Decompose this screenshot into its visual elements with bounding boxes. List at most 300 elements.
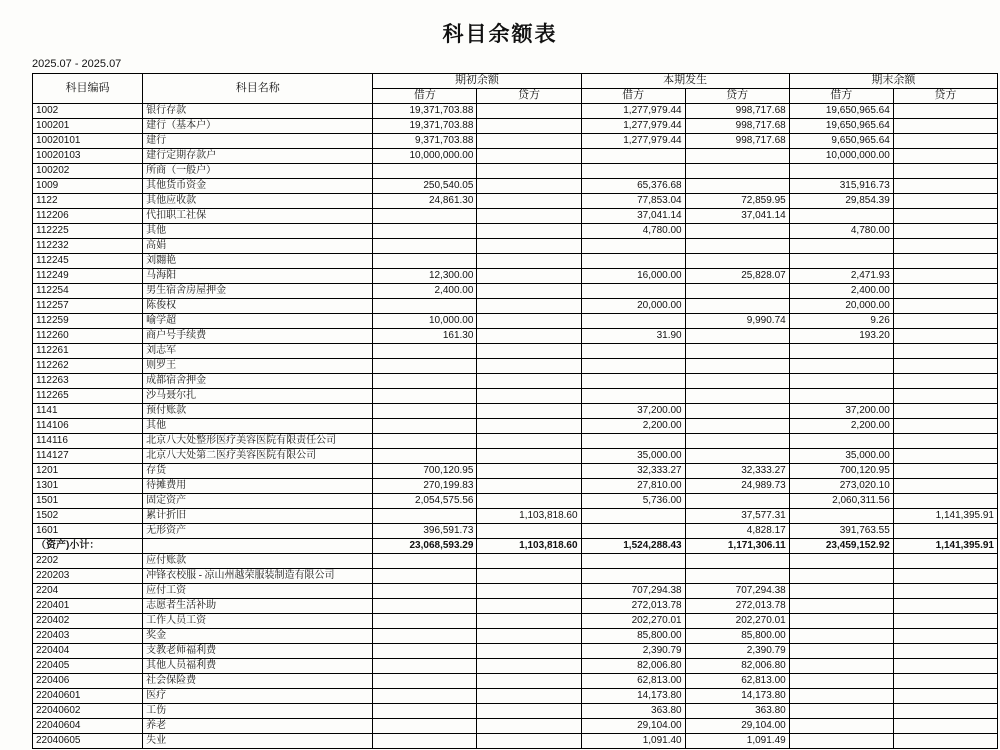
cell-ending-debit — [789, 569, 893, 584]
cell-ending-debit — [789, 659, 893, 674]
cell-account-code: 1301 — [33, 479, 143, 494]
cell-current-credit — [685, 449, 789, 464]
table-row — [33, 374, 998, 389]
cell-ending-debit — [789, 599, 893, 614]
cell-ending-debit: 2,471.93 — [789, 269, 893, 284]
cell-current-debit: 1,277,979.44 — [581, 104, 685, 119]
table-row — [33, 689, 998, 704]
report-period: 2025.07 - 2025.07 — [32, 58, 122, 70]
cell-current-debit: 37,041.14 — [581, 209, 685, 224]
cell-account-name: 马海阳 — [143, 269, 373, 284]
header-ending-debit: 借方 — [789, 89, 893, 104]
cell-opening-debit: 19,371,703.88 — [373, 104, 477, 119]
cell-current-credit: 85,800.00 — [685, 629, 789, 644]
cell-account-code: 10020101 — [33, 134, 143, 149]
cell-account-name: 北京八大处第二医疗美容医院有限公司 — [143, 449, 373, 464]
cell-opening-debit — [373, 734, 477, 749]
cell-account-code: 220402 — [33, 614, 143, 629]
table-row — [33, 644, 998, 659]
table-row — [33, 449, 998, 464]
table-row — [33, 134, 998, 149]
cell-ending-credit — [893, 419, 997, 434]
cell-opening-credit — [477, 284, 581, 299]
cell-ending-debit: 9,650,965.64 — [789, 134, 893, 149]
table-row — [33, 179, 998, 194]
table-body — [33, 104, 998, 749]
cell-current-credit: 32,333.27 — [685, 464, 789, 479]
cell-account-code: 100201 — [33, 119, 143, 134]
cell-account-name: 北京八大处整形医疗美容医院有限责任公司 — [143, 434, 373, 449]
cell-ending-debit: 35,000.00 — [789, 449, 893, 464]
cell-opening-credit — [477, 569, 581, 584]
cell-opening-credit — [477, 704, 581, 719]
cell-ending-credit — [893, 329, 997, 344]
cell-opening-credit — [477, 494, 581, 509]
header-current-credit: 贷方 — [685, 89, 789, 104]
cell-ending-credit — [893, 374, 997, 389]
cell-account-name: 成都宿舍押金 — [143, 374, 373, 389]
cell-current-credit — [685, 569, 789, 584]
cell-opening-credit — [477, 479, 581, 494]
cell-ending-credit — [893, 569, 997, 584]
cell-current-credit: 37,577.31 — [685, 509, 789, 524]
cell-opening-credit — [477, 314, 581, 329]
cell-account-name: 应付工资 — [143, 584, 373, 599]
cell-opening-debit — [373, 614, 477, 629]
cell-opening-debit — [373, 449, 477, 464]
cell-current-credit: 998,717.68 — [685, 104, 789, 119]
table-row — [33, 284, 998, 299]
cell-ending-debit — [789, 644, 893, 659]
cell-ending-credit — [893, 149, 997, 164]
cell-account-name: 商户号手续费 — [143, 329, 373, 344]
cell-opening-debit: 270,199.83 — [373, 479, 477, 494]
table-row — [33, 554, 998, 569]
cell-opening-credit — [477, 674, 581, 689]
cell-ending-credit — [893, 704, 997, 719]
cell-current-debit: 27,810.00 — [581, 479, 685, 494]
cell-ending-credit — [893, 119, 997, 134]
cell-current-credit: 14,173.80 — [685, 689, 789, 704]
cell-account-name: 支教老师福利费 — [143, 644, 373, 659]
table-row — [33, 329, 998, 344]
cell-ending-debit — [789, 164, 893, 179]
cell-account-code: 112225 — [33, 224, 143, 239]
cell-current-debit: 82,006.80 — [581, 659, 685, 674]
cell-current-credit: 363.80 — [685, 704, 789, 719]
cell-opening-credit — [477, 719, 581, 734]
cell-account-code: 112206 — [33, 209, 143, 224]
cell-opening-credit — [477, 404, 581, 419]
cell-current-debit: 20,000.00 — [581, 299, 685, 314]
cell-current-credit — [685, 554, 789, 569]
cell-account-code: 114106 — [33, 419, 143, 434]
cell-opening-credit — [477, 524, 581, 539]
cell-ending-debit: 23,459,152.92 — [789, 539, 893, 554]
cell-opening-debit — [373, 344, 477, 359]
cell-ending-debit: 193.20 — [789, 329, 893, 344]
header-ending-balance: 期末余额 — [789, 74, 997, 89]
cell-opening-credit — [477, 659, 581, 674]
cell-account-name: 其他 — [143, 224, 373, 239]
cell-opening-credit: 1,103,818.60 — [477, 539, 581, 554]
table-row — [33, 569, 998, 584]
cell-current-debit: 14,173.80 — [581, 689, 685, 704]
cell-account-name: 喻学超 — [143, 314, 373, 329]
cell-ending-credit — [893, 284, 997, 299]
cell-account-code: 1009 — [33, 179, 143, 194]
cell-current-debit — [581, 359, 685, 374]
cell-account-code: 112263 — [33, 374, 143, 389]
cell-account-code: 220404 — [33, 644, 143, 659]
cell-opening-debit — [373, 299, 477, 314]
header-name: 科目名称 — [143, 74, 373, 104]
cell-opening-credit — [477, 464, 581, 479]
cell-ending-credit — [893, 659, 997, 674]
cell-current-debit — [581, 389, 685, 404]
cell-opening-credit — [477, 299, 581, 314]
table-row — [33, 539, 998, 554]
cell-opening-debit — [373, 644, 477, 659]
cell-opening-debit — [373, 434, 477, 449]
cell-opening-credit — [477, 164, 581, 179]
cell-opening-credit — [477, 104, 581, 119]
cell-current-credit: 37,041.14 — [685, 209, 789, 224]
cell-ending-credit — [893, 584, 997, 599]
cell-current-credit — [685, 329, 789, 344]
cell-opening-debit — [373, 629, 477, 644]
cell-current-credit — [685, 284, 789, 299]
cell-account-code: 100202 — [33, 164, 143, 179]
cell-current-credit: 72,859.95 — [685, 194, 789, 209]
cell-current-credit: 202,270.01 — [685, 614, 789, 629]
cell-opening-debit — [373, 419, 477, 434]
table-row — [33, 584, 998, 599]
cell-current-debit — [581, 149, 685, 164]
cell-opening-debit: 19,371,703.88 — [373, 119, 477, 134]
cell-current-credit: 4,828.17 — [685, 524, 789, 539]
cell-account-name: 存货 — [143, 464, 373, 479]
cell-opening-debit — [373, 704, 477, 719]
header-current-period: 本期发生 — [581, 74, 789, 89]
cell-ending-credit — [893, 599, 997, 614]
cell-ending-debit — [789, 734, 893, 749]
cell-ending-credit — [893, 524, 997, 539]
cell-current-debit: 65,376.68 — [581, 179, 685, 194]
cell-ending-debit — [789, 674, 893, 689]
cell-account-code: 1502 — [33, 509, 143, 524]
cell-ending-debit — [789, 509, 893, 524]
header-code: 科目编码 — [33, 74, 143, 104]
cell-account-name: 银行存款 — [143, 104, 373, 119]
cell-opening-credit — [477, 254, 581, 269]
cell-ending-debit — [789, 584, 893, 599]
cell-current-debit: 16,000.00 — [581, 269, 685, 284]
table-row — [33, 344, 998, 359]
cell-account-name: 累计折旧 — [143, 509, 373, 524]
cell-account-code: 112249 — [33, 269, 143, 284]
cell-ending-credit — [893, 314, 997, 329]
cell-account-code: 112262 — [33, 359, 143, 374]
cell-account-code: 220405 — [33, 659, 143, 674]
cell-opening-credit — [477, 179, 581, 194]
cell-ending-credit — [893, 359, 997, 374]
cell-current-debit: 32,333.27 — [581, 464, 685, 479]
cell-ending-debit — [789, 359, 893, 374]
cell-account-name: 沙马聂尔扎 — [143, 389, 373, 404]
cell-current-debit: 1,091.40 — [581, 734, 685, 749]
table-row — [33, 434, 998, 449]
cell-current-debit: 29,104.00 — [581, 719, 685, 734]
cell-account-name: 应付账款 — [143, 554, 373, 569]
cell-current-debit — [581, 569, 685, 584]
cell-current-debit: 1,277,979.44 — [581, 119, 685, 134]
table-row — [33, 524, 998, 539]
table-row — [33, 224, 998, 239]
cell-opening-debit — [373, 554, 477, 569]
cell-account-name: 其他人员福利费 — [143, 659, 373, 674]
cell-opening-credit — [477, 194, 581, 209]
cell-opening-debit: 396,591.73 — [373, 524, 477, 539]
cell-account-code: 112261 — [33, 344, 143, 359]
table-row — [33, 314, 998, 329]
table-row — [33, 164, 998, 179]
cell-ending-debit: 4,780.00 — [789, 224, 893, 239]
cell-ending-debit — [789, 389, 893, 404]
cell-opening-credit — [477, 644, 581, 659]
cell-opening-debit — [373, 659, 477, 674]
header-opening-credit: 贷方 — [477, 89, 581, 104]
cell-account-code: 1122 — [33, 194, 143, 209]
cell-account-code: 22040601 — [33, 689, 143, 704]
cell-account-code: 22040605 — [33, 734, 143, 749]
cell-current-credit — [685, 224, 789, 239]
cell-account-code: 112257 — [33, 299, 143, 314]
cell-ending-credit — [893, 389, 997, 404]
cell-current-debit — [581, 164, 685, 179]
cell-current-debit: 1,524,288.43 — [581, 539, 685, 554]
cell-ending-debit: 10,000,000.00 — [789, 149, 893, 164]
cell-ending-debit — [789, 434, 893, 449]
cell-opening-debit — [373, 389, 477, 404]
cell-ending-credit — [893, 269, 997, 284]
cell-ending-credit — [893, 689, 997, 704]
cell-current-debit — [581, 284, 685, 299]
cell-ending-credit — [893, 239, 997, 254]
cell-opening-debit — [373, 599, 477, 614]
cell-ending-debit: 9.26 — [789, 314, 893, 329]
cell-current-debit: 1,277,979.44 — [581, 134, 685, 149]
cell-account-name: 无形资产 — [143, 524, 373, 539]
cell-ending-debit: 2,060,311.56 — [789, 494, 893, 509]
cell-opening-credit — [477, 419, 581, 434]
cell-account-name: 工作人员工资 — [143, 614, 373, 629]
cell-ending-debit: 19,650,965.64 — [789, 104, 893, 119]
cell-ending-debit: 20,000.00 — [789, 299, 893, 314]
cell-opening-debit: 23,068,593.29 — [373, 539, 477, 554]
cell-current-debit — [581, 239, 685, 254]
cell-current-credit — [685, 359, 789, 374]
cell-account-name: 医疗 — [143, 689, 373, 704]
cell-opening-credit — [477, 344, 581, 359]
table-row — [33, 149, 998, 164]
cell-account-code: 22040602 — [33, 704, 143, 719]
cell-account-name: 奖金 — [143, 629, 373, 644]
cell-opening-credit — [477, 434, 581, 449]
cell-current-debit — [581, 434, 685, 449]
cell-account-code: （资产)小计： — [33, 539, 143, 554]
cell-account-name: 社会保险费 — [143, 674, 373, 689]
cell-account-code: 112245 — [33, 254, 143, 269]
table-row — [33, 119, 998, 134]
cell-account-code: 112265 — [33, 389, 143, 404]
cell-opening-debit — [373, 584, 477, 599]
cell-opening-credit — [477, 629, 581, 644]
cell-account-name: 其他应收款 — [143, 194, 373, 209]
cell-ending-debit — [789, 344, 893, 359]
cell-ending-credit — [893, 299, 997, 314]
cell-ending-credit — [893, 719, 997, 734]
table-row — [33, 494, 998, 509]
header-opening-balance: 期初余额 — [373, 74, 581, 89]
cell-current-credit — [685, 299, 789, 314]
cell-current-credit: 998,717.68 — [685, 134, 789, 149]
table-row — [33, 359, 998, 374]
cell-account-name: 其他货币资金 — [143, 179, 373, 194]
cell-account-code: 1501 — [33, 494, 143, 509]
cell-current-credit — [685, 179, 789, 194]
cell-account-code: 112232 — [33, 239, 143, 254]
cell-ending-credit — [893, 674, 997, 689]
cell-ending-credit — [893, 209, 997, 224]
cell-current-credit: 25,828.07 — [685, 269, 789, 284]
cell-opening-credit — [477, 329, 581, 344]
cell-opening-credit — [477, 599, 581, 614]
cell-current-debit: 363.80 — [581, 704, 685, 719]
table-row — [33, 659, 998, 674]
cell-account-name — [143, 539, 373, 554]
cell-current-credit: 1,171,306.11 — [685, 539, 789, 554]
cell-account-name: 则罗王 — [143, 359, 373, 374]
cell-opening-credit: 1,103,818.60 — [477, 509, 581, 524]
cell-current-credit: 29,104.00 — [685, 719, 789, 734]
cell-opening-credit — [477, 689, 581, 704]
table-header — [33, 74, 998, 104]
table-row — [33, 509, 998, 524]
table-row — [33, 734, 998, 749]
cell-opening-credit — [477, 374, 581, 389]
cell-ending-credit — [893, 179, 997, 194]
cell-current-debit: 4,780.00 — [581, 224, 685, 239]
cell-opening-debit — [373, 209, 477, 224]
cell-current-credit: 82,006.80 — [685, 659, 789, 674]
cell-opening-debit: 24,861.30 — [373, 194, 477, 209]
cell-ending-credit — [893, 404, 997, 419]
cell-account-code: 1002 — [33, 104, 143, 119]
page-title: 科目余额表 — [442, 22, 558, 46]
table-row — [33, 239, 998, 254]
cell-ending-credit — [893, 254, 997, 269]
cell-opening-credit — [477, 554, 581, 569]
balance-table — [32, 73, 998, 749]
table-header-group-row — [33, 74, 998, 89]
cell-ending-credit — [893, 104, 997, 119]
cell-current-debit: 62,813.00 — [581, 674, 685, 689]
table-row — [33, 464, 998, 479]
cell-opening-credit — [477, 134, 581, 149]
cell-ending-credit — [893, 434, 997, 449]
cell-current-debit — [581, 374, 685, 389]
cell-ending-credit — [893, 614, 997, 629]
header-current-debit: 借方 — [581, 89, 685, 104]
cell-opening-credit — [477, 239, 581, 254]
cell-ending-credit — [893, 134, 997, 149]
cell-ending-debit: 29,854.39 — [789, 194, 893, 209]
cell-account-name: 其他 — [143, 419, 373, 434]
cell-account-code: 1601 — [33, 524, 143, 539]
cell-current-credit — [685, 404, 789, 419]
cell-opening-credit — [477, 269, 581, 284]
cell-ending-credit — [893, 734, 997, 749]
cell-current-debit — [581, 344, 685, 359]
table-row — [33, 629, 998, 644]
cell-ending-credit — [893, 554, 997, 569]
cell-opening-debit: 161.30 — [373, 329, 477, 344]
cell-account-code: 112260 — [33, 329, 143, 344]
cell-account-name: 养老 — [143, 719, 373, 734]
cell-current-credit — [685, 164, 789, 179]
cell-ending-debit — [789, 254, 893, 269]
cell-account-code: 2204 — [33, 584, 143, 599]
cell-ending-credit — [893, 479, 997, 494]
cell-opening-debit — [373, 404, 477, 419]
cell-account-name: 刘志军 — [143, 344, 373, 359]
cell-opening-credit — [477, 614, 581, 629]
cell-ending-debit — [789, 239, 893, 254]
cell-account-name: 代扣职工社保 — [143, 209, 373, 224]
cell-account-code: 220203 — [33, 569, 143, 584]
cell-current-debit — [581, 254, 685, 269]
cell-opening-debit — [373, 239, 477, 254]
cell-ending-debit — [789, 704, 893, 719]
cell-current-credit — [685, 254, 789, 269]
cell-opening-debit: 700,120.95 — [373, 464, 477, 479]
cell-ending-credit — [893, 344, 997, 359]
cell-ending-debit — [789, 614, 893, 629]
cell-ending-debit — [789, 554, 893, 569]
cell-ending-debit: 2,200.00 — [789, 419, 893, 434]
cell-account-name: 刘翾艳 — [143, 254, 373, 269]
cell-ending-debit: 273,020.10 — [789, 479, 893, 494]
cell-opening-debit — [373, 674, 477, 689]
table-row — [33, 269, 998, 284]
cell-opening-debit: 2,054,575.56 — [373, 494, 477, 509]
cell-opening-debit: 12,300.00 — [373, 269, 477, 284]
cell-current-debit: 707,294.38 — [581, 584, 685, 599]
cell-current-credit: 998,717.68 — [685, 119, 789, 134]
cell-current-debit — [581, 509, 685, 524]
cell-account-name: 陈俊权 — [143, 299, 373, 314]
cell-opening-credit — [477, 359, 581, 374]
cell-opening-debit — [373, 719, 477, 734]
cell-ending-credit — [893, 224, 997, 239]
cell-opening-debit — [373, 569, 477, 584]
table-row — [33, 209, 998, 224]
cell-current-debit — [581, 554, 685, 569]
cell-current-debit — [581, 524, 685, 539]
cell-account-code: 1201 — [33, 464, 143, 479]
cell-ending-debit — [789, 719, 893, 734]
